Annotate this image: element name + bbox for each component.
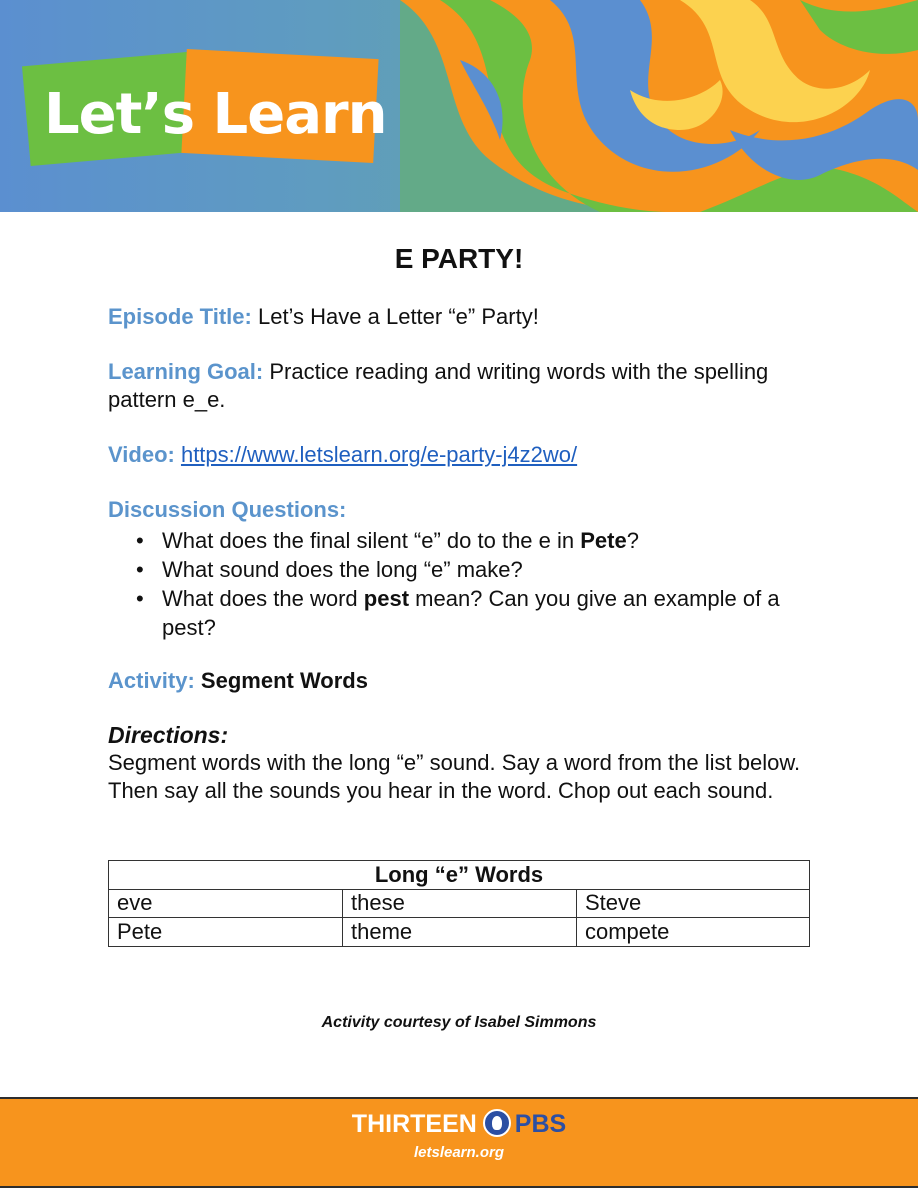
question-text: ? (626, 528, 639, 553)
directions-text: Segment words with the long “e” sound. Say a word from the list below. Then say all the sounds you hear in the word. Chop out each sound. (108, 750, 801, 803)
activity-line (108, 667, 808, 695)
header-banner (0, 0, 918, 212)
page-title: E PARTY! (394, 243, 524, 274)
footer-bar (0, 1097, 918, 1188)
list-item (136, 526, 816, 555)
activity-label: Activity: (108, 668, 195, 693)
table-header: Long “e” Words (109, 861, 810, 890)
table-cell: these (343, 889, 577, 918)
table-cell: Pete (109, 918, 343, 947)
lets-learn-logo: Let’s Learn (44, 82, 387, 147)
question-text: What does the word (162, 586, 364, 611)
table-cell: compete (577, 918, 810, 947)
directions-block (108, 721, 808, 805)
activity-value: Segment Words (200, 668, 368, 693)
list-item (136, 555, 816, 584)
swirl-graphic (400, 0, 918, 212)
learning-goal-line (108, 358, 808, 414)
footer-url[interactable]: letslearn.org (413, 1144, 505, 1161)
table-cell: theme (343, 918, 577, 947)
table-cell: eve (109, 889, 343, 918)
activity-credit: Activity courtesy of Isabel Simmons (321, 1014, 597, 1031)
learning-goal-label: Learning Goal: (108, 359, 264, 384)
long-e-words-table (108, 860, 810, 947)
pbs-wordmark: PBS (514, 1110, 567, 1138)
list-item (136, 584, 816, 642)
directions-heading: Directions: (108, 722, 229, 748)
table-row (109, 889, 810, 918)
question-text: What sound does the long “e” make? (162, 557, 523, 582)
episode-title-value: Let’s Have a Letter “e” Party! (257, 304, 539, 329)
question-text: What does the final silent “e” do to the e in (162, 528, 581, 553)
video-line (108, 441, 808, 469)
video-link[interactable]: https://www.letslearn.org/e-party-j4z2wo/ (180, 442, 578, 467)
discussion-label: Discussion Questions: (108, 497, 347, 522)
learning-goal-value: Practice reading and writing words with the spelling pattern e_e. (108, 359, 769, 412)
question-bold-word: pest (363, 586, 410, 611)
episode-title-label: Episode Title: (108, 304, 252, 329)
table-row (109, 918, 810, 947)
table-cell: Steve (577, 889, 810, 918)
episode-title-line (108, 303, 808, 331)
pbs-head-icon (483, 1109, 511, 1137)
discussion-heading (108, 496, 808, 524)
thirteen-wordmark: THIRTEEN (351, 1110, 477, 1138)
question-text: mean? Can you give an example of a pest? (162, 586, 780, 640)
thirteen-pbs-logo (0, 1109, 918, 1139)
video-label: Video: (108, 442, 175, 467)
discussion-list (136, 526, 816, 642)
question-bold-word: Pete (580, 528, 627, 553)
